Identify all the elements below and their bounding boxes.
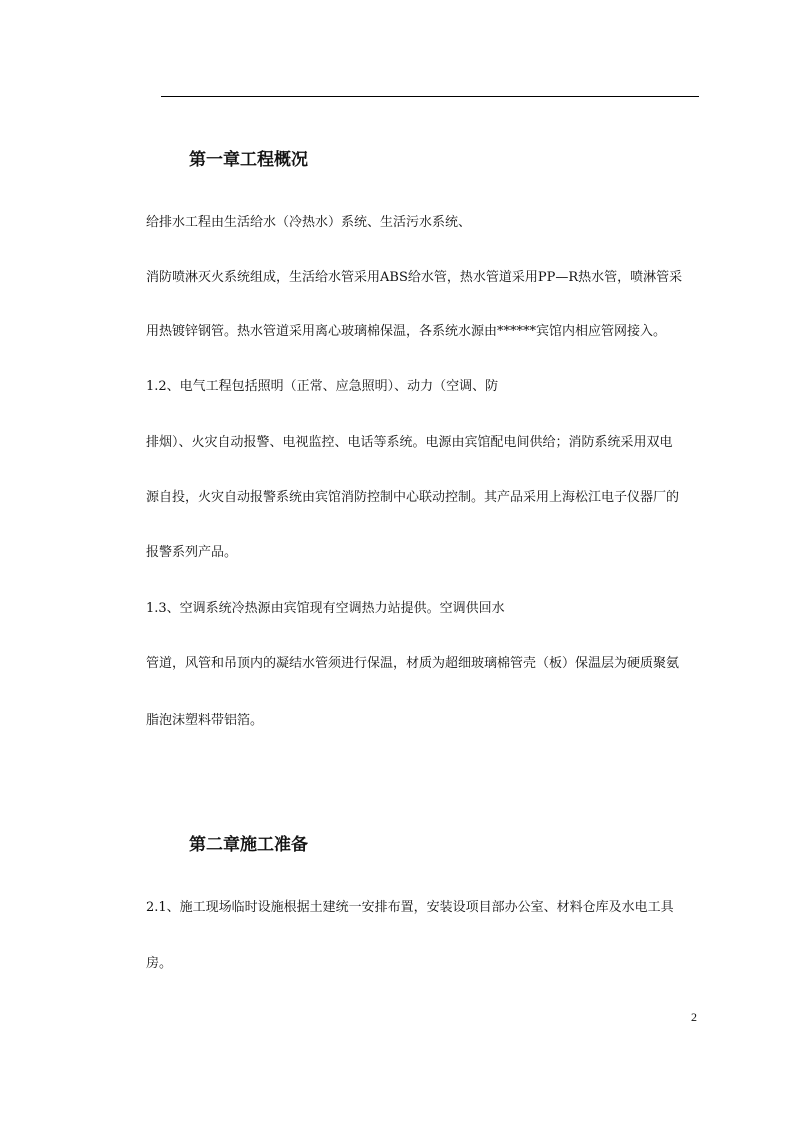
body-line: 消防喷淋灭火系统组成，生活给水管采用ABS给水管，热水管道采用PP—R热水管，喷淋管采 bbox=[146, 270, 683, 285]
header-rule bbox=[161, 96, 699, 97]
body-line: 房。 bbox=[146, 956, 173, 971]
chapter-2-heading: 第二章施工准备 bbox=[189, 835, 308, 855]
body-line: 脂泡沫塑料带铝箔。 bbox=[146, 713, 264, 728]
body-line: 用热镀锌钢管。热水管道采用离心玻璃棉保温，各系统水源由******宾馆内相应管网接入。 bbox=[146, 324, 667, 339]
body-line: 给排水工程由生活给水（冷热水）系统、生活污水系统、 bbox=[146, 215, 472, 230]
body-line: 排烟）、火灾自动报警、电视监控、电话等系统。电源由宾馆配电间供给；消防系统采用双电 bbox=[146, 435, 673, 450]
body-line: 源自投，火灾自动报警系统由宾馆消防控制中心联动控制。其产品采用上海松江电子仪器厂的 bbox=[146, 490, 680, 505]
body-line: 2.1、施工现场临时设施根据土建统一安排布置，安装设项目部办公室、材料仓库及水电工具 bbox=[146, 900, 674, 915]
page-number: 2 bbox=[691, 1010, 697, 1024]
body-line: 1.3、空调系统冷热源由宾馆现有空调热力站提供。空调供回水 bbox=[146, 601, 505, 616]
body-line: 1.2、电气工程包括照明（正常、应急照明）、动力（空调、防 bbox=[146, 379, 499, 394]
body-line: 管道，风管和吊顶内的凝结水管须进行保温，材质为超细玻璃棉管壳（板）保温层为硬质聚氨 bbox=[146, 656, 680, 671]
body-line: 报警系列产品。 bbox=[146, 545, 238, 560]
chapter-1-heading: 第一章工程概况 bbox=[189, 150, 308, 170]
